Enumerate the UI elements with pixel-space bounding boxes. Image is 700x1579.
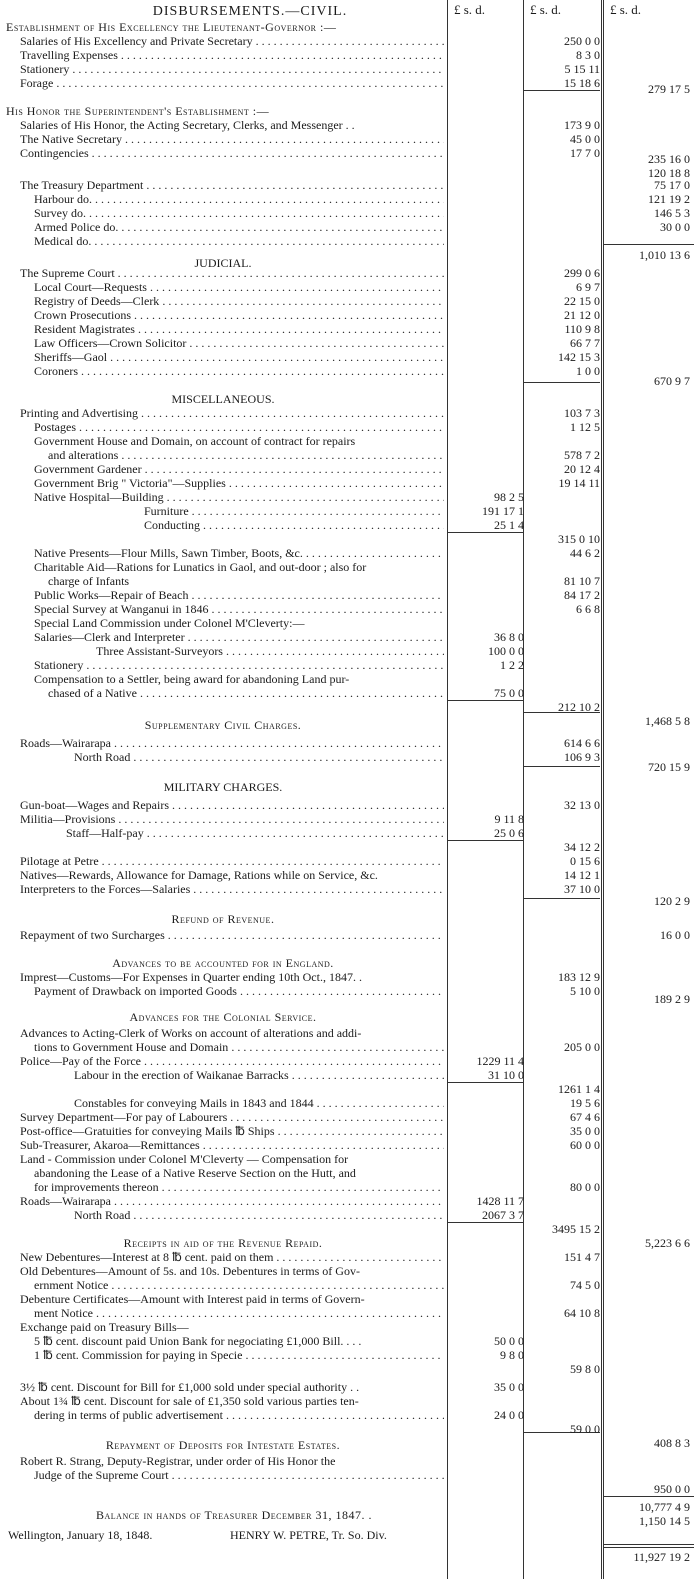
section-title: Refund of Revenue. [171,912,275,926]
entry-label: About 1¾ ℔ cent. Discount for sale of £1,350 sold various parties ten- [20,1394,359,1408]
ledger-row [0,658,700,672]
ledger-row [0,868,700,882]
amount-c2: 6 6 8 [576,602,600,616]
entry-label: Constables for conveying Mails in 1843 and 1844 . . . [74,1096,444,1110]
ledger-row [0,644,700,658]
entry-label: chased of a Native . . . [48,686,444,700]
entry-label: Travelling Expenses . . . [20,48,444,62]
ledger-row [0,602,700,616]
entry-label: Local Court—Requests . . . [34,280,444,294]
amount-c1: 35 0 0 [494,1380,524,1394]
amount-c2: 1 12 5 [570,420,600,434]
ledger-row [0,1422,700,1436]
amount-c1: 1 2 2 [500,658,524,672]
ledger-row [0,1194,700,1208]
ledger-row [0,760,700,774]
amount-c2: 22 15 0 [564,294,600,308]
amount-c2: 614 6 6 [564,736,600,750]
amount-c2: 59 0 0 [570,1422,600,1436]
amount-c2: 205 0 0 [564,1040,600,1054]
ledger-row [0,20,700,34]
amount-c3: 75 17 0 [654,178,690,192]
ledger-row [0,82,700,96]
section-title: Supplementary Civil Charges. [144,718,302,732]
amount-c3: 146 5 3 [654,206,690,220]
ledger-row [0,1082,700,1096]
entry-label: Special Land Commission under Colonel M'Cleverty:— [34,616,305,630]
amount-c2: 151 4 7 [564,1250,600,1264]
entry-label: Three Assistant-Surveyors . . . [96,644,444,658]
amount-c2: 3495 15 2 [552,1222,600,1236]
amount-c2: 32 13 0 [564,798,600,812]
section-title: Advances to be accounted for in England. [112,956,334,970]
ledger-row [0,854,700,868]
ledger-row [0,1550,700,1564]
entry-label: for improvements thereon . . . [34,1180,444,1194]
ledger-row [0,1278,700,1292]
ledger-row [0,894,700,908]
amount-c2: 66 7 7 [570,336,600,350]
amount-c1: 50 0 0 [494,1334,524,1348]
amount-c2: 17 7 0 [570,146,600,160]
entry-label: Old Debentures—Amount of 5s. and 10s. Debentures in terms of Gov- [20,1264,360,1278]
entry-label: Land - Commission under Colonel M'Cleverty — Compensation for [20,1152,349,1166]
amount-c3: 189 2 9 [654,992,690,1006]
ledger-row [0,490,700,504]
ledger-row [0,686,700,700]
ledger-row [0,448,700,462]
entry-label: Stationery . . . [20,62,444,76]
amount-c3: 16 0 0 [660,928,690,942]
amount-c1: 31 10 0 [488,1068,524,1082]
entry-label: Interpreters to the Forces—Salaries . . . [20,882,444,896]
page-title: DISBURSEMENTS.—CIVIL. [152,4,348,19]
ledger-row [0,736,700,750]
amount-c2: 80 0 0 [570,1180,600,1194]
balance-line: Balance in hands of Treasurer December 31, 1847. . [96,1508,373,1522]
entry-label: charge of Infants [48,574,130,588]
amount-c3: 11,927 19 2 [633,1550,690,1564]
amount-c2: 183 12 9 [558,970,600,984]
amount-c2: 110 9 8 [564,322,600,336]
ledger-row [0,1264,700,1278]
entry-label: Militia—Provisions . . . [20,812,444,826]
entry-label: Labour in the erection of Waikanae Barracks . . . [74,1068,444,1082]
entry-label: Staff—Half-pay . . . [66,826,444,840]
ledger-row [0,1166,700,1180]
entry-label: Registry of Deeds—Clerk . . . [34,294,444,308]
amount-c2: 84 17 2 [564,588,600,602]
ledger-row [0,48,700,62]
amount-c1: 25 0 6 [494,826,524,840]
ledger-row [0,928,700,942]
entry-label: Roads—Wairarapa . . . [20,736,444,750]
amount-c2: 60 0 0 [570,1138,600,1152]
place-date: Wellington, January 18, 1848. [8,1528,153,1542]
amount-c2: 173 9 0 [564,118,600,132]
ledger-row [0,308,700,322]
ledger-row [0,812,700,826]
amount-c2: 1 0 0 [576,364,600,378]
ledger-row [0,560,700,574]
ledger-row [0,504,700,518]
amount-c3: 279 17 5 [648,82,690,96]
ledger-row [0,118,700,132]
entry-label: Sheriffs—Gaol . . . [34,350,444,364]
amount-c2: 67 4 6 [570,1110,600,1124]
entry-label: ernment Notice . . . [34,1278,444,1292]
amount-c2: 578 7 2 [564,448,600,462]
ledger-row [0,132,700,146]
ledger-row [0,1348,700,1362]
amount-c2: 37 10 0 [564,882,600,896]
sum-rule [604,1496,694,1497]
amount-c2: 35 0 0 [570,1124,600,1138]
ledger-row [0,1320,700,1334]
entry-label: Contingencies . . . [20,146,444,160]
entry-label: Post-office—Gratuities for conveying Mails ℔ Ships . . . [20,1124,444,1138]
ledger-row [0,1250,700,1264]
ledger-row [0,1468,700,1482]
ledger-row [0,1026,700,1040]
amount-c3: 5,223 6 6 [645,1236,690,1250]
amount-c2: 19 14 11 [558,476,600,490]
ledger-row [0,532,700,546]
entry-label: Coroners . . . [34,364,444,378]
entry-label: Debenture Certificates—Amount with Interest paid in terms of Govern- [20,1292,365,1306]
entry-label: New Debentures—Interest at 8 ℔ cent. paid on them . . . [20,1250,444,1264]
amount-c3: 1,468 5 8 [645,714,690,728]
amount-c3: 408 8 3 [654,1436,690,1450]
amount-c3: 720 15 9 [648,760,690,774]
entry-label: Salaries of His Excellency and Private Secretary . . . [20,34,444,48]
amount-c3: 950 0 0 [654,1482,690,1496]
entry-label: abandoning the Lease of a Native Reserve Section on the Hutt, and [34,1166,356,1180]
entry-label: Exchange paid on Treasury Bills— [20,1320,189,1334]
entry-label: Salaries of His Honor, the Acting Secretary, Clerks, and Messenger . . [20,118,355,132]
section-title: Receipts in aid of the Revenue Repaid. [123,1236,323,1250]
entry-label: Judge of the Supreme Court . . . [34,1468,444,1482]
amount-c2: 14 12 1 [564,868,600,882]
entry-label: Survey do. . . . [34,206,444,220]
amount-c2: 21 12 0 [564,308,600,322]
entry-label: Native Presents—Flour Mills, Sawn Timber, Boots, &c. . . . [34,546,444,560]
amount-c2: 19 5 6 [570,1096,600,1110]
ledger-row [0,1292,700,1306]
entry-label: Armed Police do. . . . [34,220,444,234]
ledger-row [0,152,700,166]
amount-c3: 30 0 0 [660,220,690,234]
entry-label: Postages . . . [34,420,444,434]
entry-label: The Native Secretary . . . [20,132,444,146]
amount-c2: 315 0 10 [558,532,600,546]
entry-label: and alterations . . . [48,448,444,462]
amount-c1: 24 0 0 [494,1408,524,1422]
ledger-row [0,1454,700,1468]
amount-c3: 1,150 14 5 [639,1514,690,1528]
entry-label: 1 ℔ cent. Commission for paying in Specie . . . [34,1348,444,1362]
entry-label: North Road . . . [74,1208,444,1222]
ledger-row [0,406,700,420]
entry-label: dering in terms of public advertisement . . . [34,1408,444,1422]
ledger-row [0,546,700,560]
entry-label: Compensation to a Settler, being award for abandoning Land pur- [34,672,350,686]
amount-c2: 44 6 2 [570,546,600,560]
entry-label: The Supreme Court . . . [20,266,444,280]
entry-label: Charitable Aid—Rations for Lunatics in Gaol, and out-door ; also for [34,560,367,574]
ledger-row [0,1180,700,1194]
entry-label: Harbour do. . . . [34,192,444,206]
ledger-row [0,462,700,476]
amount-c2: 81 10 7 [564,574,600,588]
entry-label: Furniture . . . [144,504,444,518]
entry-label: tions to Government House and Domain . . . [34,1040,444,1054]
ledger-row [0,206,700,220]
ledger-row [0,420,700,434]
ledger-row [0,616,700,630]
col1-header: £ s. d. [454,2,486,17]
amount-c2: 299 0 6 [564,266,600,280]
entry-label: ment Notice . . . [34,1306,444,1320]
amount-c1: 100 0 0 [488,644,524,658]
amount-c1: 2067 3 7 [482,1208,524,1222]
amount-c2: 212 10 2 [558,700,600,714]
entry-label: Conducting . . . [144,518,444,532]
ledger-row [0,34,700,48]
entry-label: Resident Magistrates . . . [34,322,444,336]
amount-c2: 59 8 0 [570,1362,600,1376]
entry-label: The Treasury Department . . . [20,178,444,192]
amount-c2: 64 10 8 [564,1306,600,1320]
amount-c2: 142 15 3 [558,350,600,364]
ledger-row [0,178,700,192]
ledger-row [0,518,700,532]
entry-label: Gun-boat—Wages and Repairs . . . [20,798,444,812]
ledger-row [0,970,700,984]
ledger-row [0,280,700,294]
amount-c2: 45 0 0 [570,132,600,146]
amount-c2: 5 10 0 [570,984,600,998]
ledger-row [0,1124,700,1138]
amount-c3: 1,010 13 6 [639,248,690,262]
ledger-row [0,234,700,248]
ledger-row [0,1040,700,1054]
amount-c1: 36 8 0 [494,630,524,644]
entry-label: Sub-Treasurer, Akaroa—Remittances . . . [20,1138,444,1152]
entry-label: Law Officers—Crown Solicitor . . . [34,336,444,350]
entry-label: Imprest—Customs—For Expenses in Quarter ending 10th Oct., 1847. . [20,970,362,984]
entry-label: 3½ ℔ cent. Discount for Bill for £1,000 sold under special authority . . [20,1380,360,1394]
amount-c1: 25 1 4 [494,518,524,532]
amount-c2: 34 12 2 [564,840,600,854]
ledger-row [0,1152,700,1166]
ledger-row [0,826,700,840]
ledger-row [0,1222,700,1236]
amount-c3: 120 18 8 [648,166,690,180]
amount-c2: 5 15 11 [564,62,600,76]
amount-c1: 1229 11 4 [476,1054,524,1068]
ledger-row [0,700,700,714]
col2-header: £ s. d. [530,2,562,17]
col3-header: £ s. d. [610,2,642,17]
amount-c3: 121 19 2 [648,192,690,206]
sum-rule [604,1547,694,1548]
ledger-row [0,1068,700,1082]
ledger-row [0,1408,700,1422]
entry-label: 5 ℔ cent. discount paid Union Bank for negociating £1,000 Bill. . . . [34,1334,362,1348]
amount-c2: 74 5 0 [570,1278,600,1292]
amount-c1: 9 8 0 [500,1348,524,1362]
ledger-row [0,1482,700,1496]
amount-c1: 98 2 5 [494,490,524,504]
ledger-row [0,1306,700,1320]
amount-c2: 6 9 7 [576,280,600,294]
ledger-row [0,1054,700,1068]
section-title: MILITARY CHARGES. [163,780,283,794]
ledger-row [0,574,700,588]
ledger-row [0,374,700,388]
entry-label: Natives—Rewards, Allowance for Damage, Rations while on Service, &c. [20,868,378,882]
entry-label: His Honor the Superintendent's Establishment :— [6,104,270,118]
section-title: Repayment of Deposits for Intestate Estates. [105,1438,341,1452]
amount-c2: 20 12 4 [564,462,600,476]
amount-c2: 103 7 3 [564,406,600,420]
amount-c1: 191 17 1 [482,504,524,518]
entry-label: Stationery . . . [34,658,444,672]
entry-label: Survey Department—For pay of Labourers . . . [20,1110,444,1124]
ledger-row [0,220,700,234]
entry-label: Government Gardener . . . [34,462,444,476]
amount-c3: 120 2 9 [654,894,690,908]
entry-label: Robert R. Strang, Deputy-Registrar, under order of His Honor the [20,1454,336,1468]
entry-label: Advances to Acting-Clerk of Works on account of alterations and addi- [20,1026,362,1040]
ledger-row [0,62,700,76]
entry-label: Crown Prosecutions . . . [34,308,444,322]
ledger-row [0,104,700,118]
section-title: MISCELLANEOUS. [171,392,275,406]
ledger-row [0,1394,700,1408]
entry-label: Salaries—Clerk and Interpreter . . . [34,630,444,644]
amount-c2: 1261 1 4 [558,1082,600,1096]
amount-c2: 0 15 6 [570,854,600,868]
entry-label: Forage . . . [20,76,444,90]
entry-label: Pilotage at Petre . . . [20,854,444,868]
entry-label: Police—Pay of the Force . . . [20,1054,444,1068]
ledger-row [0,1208,700,1222]
ledger-row [0,434,700,448]
ledger-row [0,1362,700,1376]
amount-c2: 15 18 6 [564,76,600,90]
amount-c3: 10,777 4 9 [639,1500,690,1514]
entry-label: Medical do. . . . [34,234,444,248]
entry-label: Government Brig " Victoria"—Supplies . . . [34,476,444,490]
ledger-row [0,336,700,350]
amount-c2: 8 3 0 [576,48,600,62]
ledger-row [0,1096,700,1110]
ledger-row [0,476,700,490]
sum-rule [604,1544,694,1545]
ledger-row [0,1110,700,1124]
entry-label: Payment of Drawback on imported Goods . . . [34,984,444,998]
signatory: HENRY W. PETRE, Tr. So. Div. [230,1528,387,1542]
entry-label: Government House and Domain, on account of contract for repairs [34,434,356,448]
ledger-row [0,630,700,644]
entry-label: Printing and Advertising . . . [20,406,444,420]
ledger-row [0,1334,700,1348]
amount-c2: 106 9 3 [564,750,600,764]
ledger-row [0,588,700,602]
entry-label: Establishment of His Excellency the Lieutenant-Governor :— [6,20,337,34]
amount-c1: 75 0 0 [494,686,524,700]
amount-c3: 235 16 0 [648,152,690,166]
ledger-row [0,192,700,206]
amount-c1: 1428 11 7 [476,1194,524,1208]
amount-c1: 9 11 8 [494,812,524,826]
entry-label: Special Survey at Wanganui in 1846 . . . [34,602,444,616]
entry-label: Public Works—Repair of Beach . . . [34,588,444,602]
amount-c2: 250 0 0 [564,34,600,48]
ledger-row [0,798,700,812]
section-title: Advances for the Colonial Service. [129,1010,317,1024]
entry-label: Native Hospital—Building . . . [34,490,444,504]
entry-label: Roads—Wairarapa . . . [20,1194,444,1208]
ledger-row [0,1380,700,1394]
section-title: JUDICIAL. [194,256,252,270]
ledger-row [0,840,700,854]
ledger-row [0,350,700,364]
ledger-row [0,294,700,308]
ledger-row [0,992,700,1006]
entry-label: North Road . . . [74,750,444,764]
ledger-row [0,1138,700,1152]
amount-c3: 670 9 7 [654,374,690,388]
ledger-row [0,322,700,336]
entry-label: Repayment of two Surcharges . . . [20,928,444,942]
ledger-row [0,672,700,686]
